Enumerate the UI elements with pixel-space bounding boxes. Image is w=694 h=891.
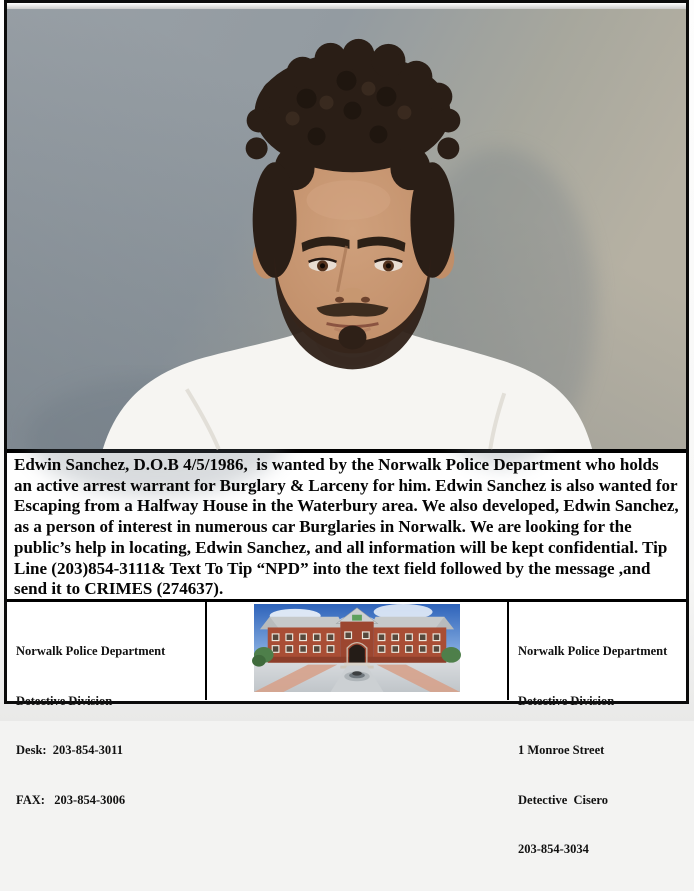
contact-line: Norwalk Police Department — [518, 644, 668, 658]
contact-line: Detective Division — [518, 693, 615, 708]
contact-left-cell — [7, 602, 205, 807]
contact-right-text — [509, 602, 686, 891]
contact-line: Detective Cisero — [518, 792, 609, 807]
wanted-poster — [4, 0, 689, 856]
wanted-description: Edwin Sanchez, D.O.B 4/5/1986, is wanted by the Norwalk Police Department who holds an active arrest warrant for Burglary & Larceny for him. Edwin Sanchez is also wanted for Escaping from a Halfway House in the Waterbury area. We also developed, Edwin Sanchez, as a person of interest in numerous car Burglaries in Norwalk. We are looking for the public’s help in locating, Edwin Sanchez, and all information will be kept confidential. Tip Line (203)854-3111& Text To Tip “NPD” into the text field followed by the message ,and send it to CRIMES (274637). — [7, 449, 686, 599]
contact-right-cell — [509, 602, 686, 856]
mugshot-illustration — [7, 9, 686, 449]
contact-left-text — [7, 602, 205, 841]
contact-footer — [7, 599, 686, 856]
contact-line: 1 Monroe Street — [518, 743, 605, 757]
contact-line: FAX: 203-854-3006 — [16, 792, 126, 807]
suspect-mugshot-photo — [7, 9, 686, 449]
police-building-cell — [205, 602, 509, 700]
contact-line: Detective Division — [16, 693, 113, 708]
contact-line: Norwalk Police Department — [16, 644, 166, 658]
contact-line: Desk: 203-854-3011 — [16, 743, 123, 757]
police-building-image — [254, 604, 460, 692]
contact-line: 203-854-3034 — [518, 842, 589, 856]
